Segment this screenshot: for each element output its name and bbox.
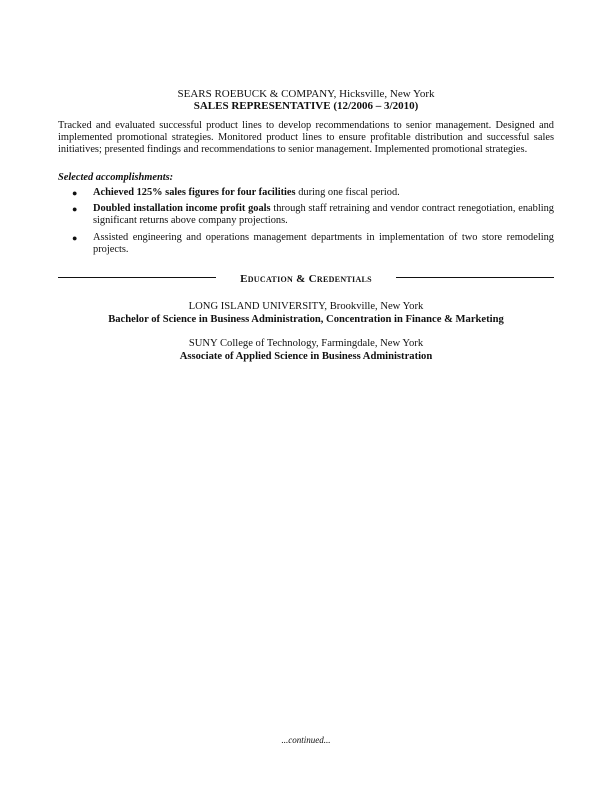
accomplishments-list <box>58 187 554 260</box>
accomplishment-text: during one fiscal period. <box>295 187 400 198</box>
degree-name: Associate of Applied Science in Business Administration <box>179 351 433 362</box>
education-entry <box>58 337 554 363</box>
degree-name: Bachelor of Science in Business Administration, Concentration in Finance & Marketing <box>108 314 504 325</box>
job-header <box>58 88 554 112</box>
list-item <box>58 187 554 199</box>
job-title: SALES REPRESENTATIVE (12/2006 – 3/2010) <box>193 100 419 112</box>
education-section-header <box>58 275 554 289</box>
accomplishments-heading: Selected accomplishments: <box>58 172 174 183</box>
bullet-icon: ● <box>72 232 78 243</box>
section-title: Education & Credentials <box>240 273 372 285</box>
accomplishment-text: Assisted engineering and operations management departments in implementation of two store remodeling projects. <box>93 231 554 255</box>
accomplishment-bold: Doubled installation income profit goals <box>93 203 271 215</box>
bullet-icon: ● <box>72 204 78 215</box>
company-line: SEARS ROEBUCK & COMPANY, Hicksville, New York <box>177 88 435 100</box>
list-item <box>58 203 554 227</box>
accomplishment-bold: Achieved 125% sales figures for four facilities <box>93 187 296 198</box>
section-divider-right <box>396 277 554 278</box>
job-description: Tracked and evaluated successful product lines to develop recommendations to senior management. Designed and implemented promotional strategies. Monitored product lines to ensure profitable distribution and successful sales initiatives; presented findings and recommendations to senior management. Implemented promotional strategies. <box>58 120 554 156</box>
bullet-icon: ● <box>72 188 78 198</box>
education-entry <box>58 300 554 326</box>
school-name: SUNY College of Technology, Farmingdale, New York <box>188 338 424 349</box>
continued-note: ...continued... <box>281 735 331 745</box>
school-name: LONG ISLAND UNIVERSITY, Brookville, New York <box>188 301 424 312</box>
list-item <box>58 232 554 256</box>
accomplishment-text: through staff retraining and vendor contract renegotiation, enabling significant returns above company projections. <box>93 203 554 227</box>
